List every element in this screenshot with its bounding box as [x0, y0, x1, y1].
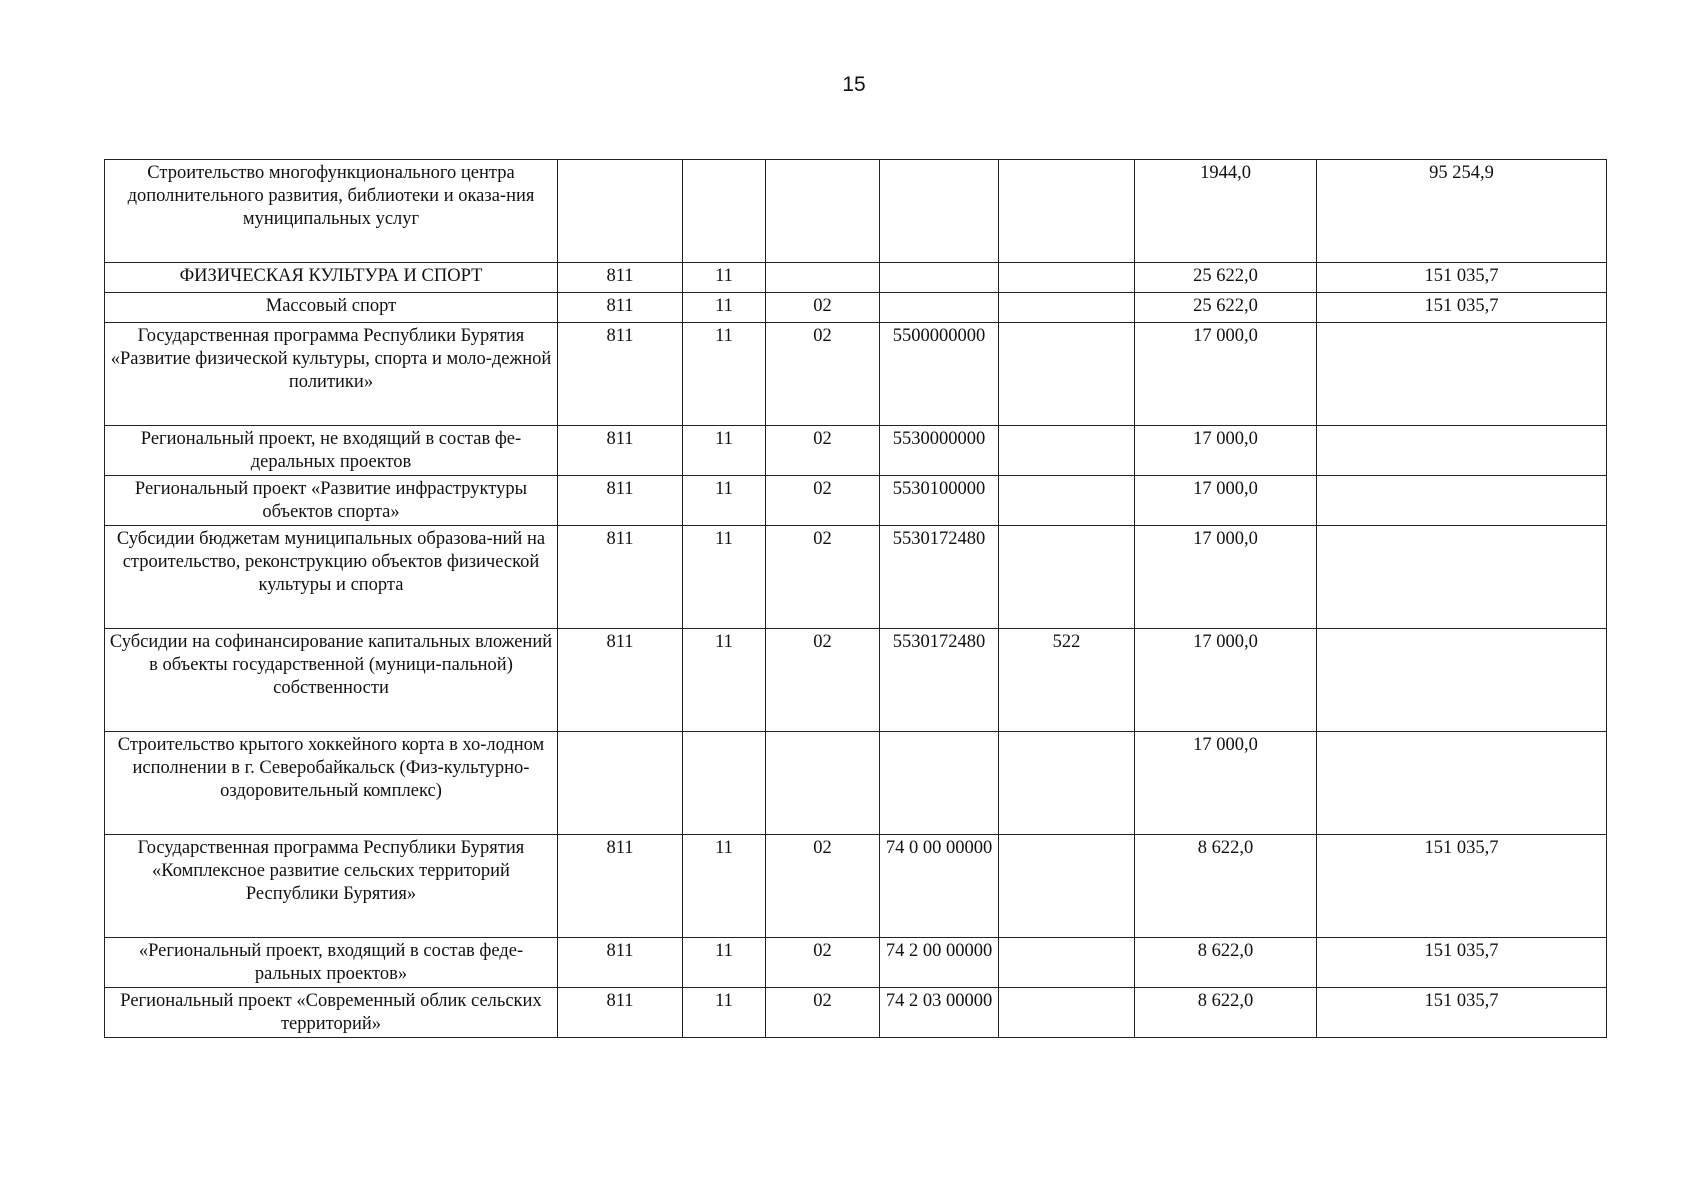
row-name: Государственная программа Республики Бурятия «Комплексное развитие сельских территорий Республики Бурятия» — [105, 835, 558, 938]
table-row — [105, 323, 1607, 426]
amount-2-cell — [1317, 732, 1607, 835]
section-cell: 11 — [683, 938, 766, 988]
table-row — [105, 476, 1607, 526]
page-number: 15 — [842, 73, 866, 96]
expense-type-cell — [999, 293, 1135, 323]
target-article-cell: 5530172480 — [880, 526, 999, 629]
table-row — [105, 988, 1607, 1038]
amount-2-cell — [1317, 629, 1607, 732]
grbs-cell: 811 — [558, 293, 683, 323]
expense-type-cell — [999, 835, 1135, 938]
section-cell: 11 — [683, 526, 766, 629]
grbs-cell — [558, 160, 683, 263]
expense-type-cell — [999, 160, 1135, 263]
amount-2-cell: 151 035,7 — [1317, 835, 1607, 938]
target-article-cell: 5530172480 — [880, 629, 999, 732]
amount-1-cell: 17 000,0 — [1135, 629, 1317, 732]
grbs-cell: 811 — [558, 988, 683, 1038]
table-row — [105, 526, 1607, 629]
table-row — [105, 293, 1607, 323]
target-article-cell: 74 2 00 00000 — [880, 938, 999, 988]
section-cell: 11 — [683, 988, 766, 1038]
expense-type-cell — [999, 476, 1135, 526]
section-cell — [683, 160, 766, 263]
grbs-cell: 811 — [558, 263, 683, 293]
row-name: «Региональный проект, входящий в состав феде-ральных проектов» — [105, 938, 558, 988]
section-cell: 11 — [683, 835, 766, 938]
amount-1-cell: 17 000,0 — [1135, 732, 1317, 835]
amount-1-cell: 8 622,0 — [1135, 835, 1317, 938]
expense-type-cell — [999, 263, 1135, 293]
table-row — [105, 629, 1607, 732]
subsection-cell — [766, 263, 880, 293]
subsection-cell — [766, 160, 880, 263]
target-article-cell — [880, 732, 999, 835]
expense-type-cell — [999, 526, 1135, 629]
section-cell: 11 — [683, 323, 766, 426]
target-article-cell — [880, 160, 999, 263]
amount-2-cell: 151 035,7 — [1317, 263, 1607, 293]
row-name: Региональный проект «Развитие инфраструктуры объектов спорта» — [105, 476, 558, 526]
amount-2-cell — [1317, 323, 1607, 426]
row-name: ФИЗИЧЕСКАЯ КУЛЬТУРА И СПОРТ — [105, 263, 558, 293]
table-row — [105, 732, 1607, 835]
row-name: Субсидии бюджетам муниципальных образова-ний на строительство, реконструкцию объектов физической культуры и спорта — [105, 526, 558, 629]
target-article-cell: 74 0 00 00000 — [880, 835, 999, 938]
grbs-cell: 811 — [558, 526, 683, 629]
target-article-cell — [880, 293, 999, 323]
amount-1-cell: 8 622,0 — [1135, 938, 1317, 988]
grbs-cell: 811 — [558, 476, 683, 526]
amount-1-cell: 8 622,0 — [1135, 988, 1317, 1038]
row-name: Массовый спорт — [105, 293, 558, 323]
amount-1-cell: 17 000,0 — [1135, 476, 1317, 526]
row-name: Региональный проект, не входящий в состав фе-деральных проектов — [105, 426, 558, 476]
row-name: Строительство крытого хоккейного корта в хо-лодном исполнении в г. Северобайкальск (Физ-культурно-оздоровительный комплекс) — [105, 732, 558, 835]
grbs-cell: 811 — [558, 835, 683, 938]
grbs-cell: 811 — [558, 323, 683, 426]
subsection-cell: 02 — [766, 526, 880, 629]
amount-2-cell: 95 254,9 — [1317, 160, 1607, 263]
target-article-cell: 5530100000 — [880, 476, 999, 526]
table-row — [105, 938, 1607, 988]
section-cell: 11 — [683, 293, 766, 323]
target-article-cell: 5500000000 — [880, 323, 999, 426]
budget-table — [104, 159, 1607, 1038]
row-name: Региональный проект «Современный облик сельских территорий» — [105, 988, 558, 1038]
amount-2-cell: 151 035,7 — [1317, 988, 1607, 1038]
table-row — [105, 426, 1607, 476]
subsection-cell: 02 — [766, 293, 880, 323]
target-article-cell: 74 2 03 00000 — [880, 988, 999, 1038]
table-row — [105, 835, 1607, 938]
grbs-cell — [558, 732, 683, 835]
section-cell — [683, 732, 766, 835]
amount-2-cell — [1317, 526, 1607, 629]
amount-1-cell: 17 000,0 — [1135, 323, 1317, 426]
amount-2-cell — [1317, 476, 1607, 526]
table-row — [105, 263, 1607, 293]
target-article-cell — [880, 263, 999, 293]
subsection-cell: 02 — [766, 629, 880, 732]
subsection-cell — [766, 732, 880, 835]
amount-2-cell: 151 035,7 — [1317, 938, 1607, 988]
subsection-cell: 02 — [766, 988, 880, 1038]
section-cell: 11 — [683, 629, 766, 732]
expense-type-cell — [999, 938, 1135, 988]
table-row — [105, 160, 1607, 263]
row-name: Государственная программа Республики Бурятия «Развитие физической культуры, спорта и моло-дежной политики» — [105, 323, 558, 426]
amount-1-cell: 1944,0 — [1135, 160, 1317, 263]
subsection-cell: 02 — [766, 835, 880, 938]
amount-2-cell — [1317, 426, 1607, 476]
amount-1-cell: 17 000,0 — [1135, 426, 1317, 476]
amount-1-cell: 17 000,0 — [1135, 526, 1317, 629]
subsection-cell: 02 — [766, 426, 880, 476]
expense-type-cell — [999, 732, 1135, 835]
expense-type-cell — [999, 323, 1135, 426]
expense-type-cell — [999, 426, 1135, 476]
subsection-cell: 02 — [766, 323, 880, 426]
section-cell: 11 — [683, 263, 766, 293]
grbs-cell: 811 — [558, 938, 683, 988]
target-article-cell: 5530000000 — [880, 426, 999, 476]
amount-1-cell: 25 622,0 — [1135, 293, 1317, 323]
amount-2-cell: 151 035,7 — [1317, 293, 1607, 323]
expense-type-cell — [999, 988, 1135, 1038]
grbs-cell: 811 — [558, 629, 683, 732]
subsection-cell: 02 — [766, 938, 880, 988]
row-name: Субсидии на софинансирование капитальных вложений в объекты государственной (муници-пальной) собственности — [105, 629, 558, 732]
amount-1-cell: 25 622,0 — [1135, 263, 1317, 293]
subsection-cell: 02 — [766, 476, 880, 526]
section-cell: 11 — [683, 476, 766, 526]
grbs-cell: 811 — [558, 426, 683, 476]
expense-type-cell: 522 — [999, 629, 1135, 732]
row-name: Строительство многофункционального центра дополнительного развития, библиотеки и оказа-ния муниципальных услуг — [105, 160, 558, 263]
section-cell: 11 — [683, 426, 766, 476]
